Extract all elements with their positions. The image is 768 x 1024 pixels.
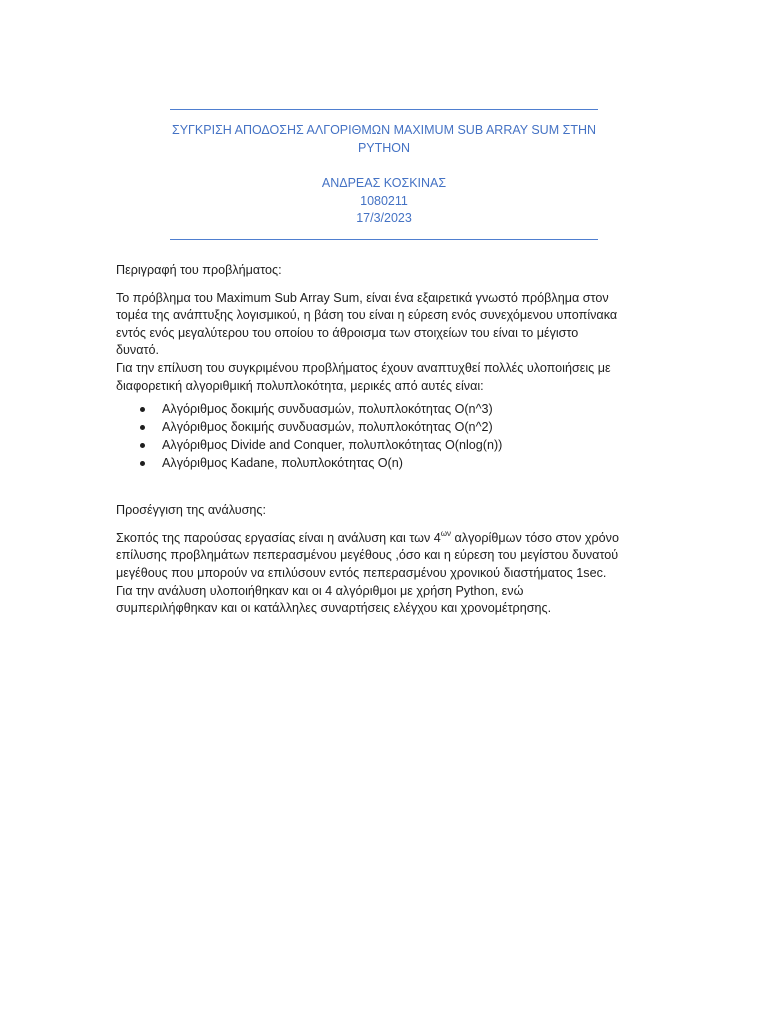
problem-line: τομέα της ανάπτυξης λογισμικού, η βάση του είναι η εύρεση ενός συνεχόμενου υποπίνακα: [116, 308, 618, 323]
approach-line-1-end: αλγορίθμων τόσο στον χρόνο: [451, 530, 619, 545]
bullet-icon: [140, 461, 145, 466]
problem-paragraph: [116, 290, 656, 396]
problem-line: εντός ενός μεγαλύτερου του οποίου το άθροισμα των στοιχείων του είναι το μέγιστο: [116, 325, 579, 340]
approach-line: συμπεριλήφθηκαν και οι κατάλληλες συναρτήσεις ελέγχου και χρονομέτρησης.: [116, 601, 552, 616]
approach-line-1-start: Σκοπός της παρούσας εργασίας είναι η ανάλυση και των 4: [116, 530, 441, 545]
superscript-ordinal: ων: [440, 528, 452, 538]
approach-line: επίλυσης προβλημάτων πεπερασμένου μεγέθους ,όσο και η εύρεση του μεγίστου δυνατού: [116, 548, 619, 563]
problem-line: Για την επίλυση του συγκριμένου προβλήματος έχουν αναπτυχθεί πολλές υλοποιήσεις με: [116, 360, 611, 375]
algorithm-label: Αλγόριθμος δοκιμής συνδυασμών, πολυπλοκότητας O(n^2): [162, 420, 493, 435]
approach-line: [116, 530, 656, 548]
document-body: [116, 262, 656, 624]
problem-line: διαφορετική αλγοριθμική πολυπλοκότητα, μερικές από αυτές είναι:: [116, 378, 484, 393]
title-top-rule: [170, 109, 598, 110]
student-id: 1080211: [360, 193, 408, 208]
bullet-icon: [140, 443, 145, 448]
title-block: [170, 122, 598, 228]
list-item: [116, 437, 656, 455]
bullet-icon: [140, 425, 145, 430]
approach-line: Για την ανάλυση υλοποιήθηκαν και οι 4 αλγόριθμοι με χρήση Python, ενώ: [116, 583, 524, 598]
algorithm-label: Αλγόριθμος δοκιμής συνδυασμών, πολυπλοκότητας O(n^3): [162, 402, 493, 417]
algorithm-list: [116, 401, 656, 473]
algorithm-label: Αλγόριθμος Kadane, πολυπλοκότητας O(n): [162, 456, 403, 471]
list-item: [116, 455, 656, 473]
title-line-1: ΣΥΓΚΡΙΣΗ ΑΠΟΔΟΣΗΣ ΑΛΓΟΡΙΘΜΩΝ MAXIMUM SUB ARRAY SUM ΣΤΗΝ: [171, 123, 597, 137]
approach-heading: Προσέγγιση της ανάλυσης:: [116, 503, 266, 518]
approach-line: μεγέθους που μπορούν να επιλύσουν εντός πεπερασμένου χρονικού διαστήματος 1sec.: [116, 565, 607, 580]
title-line-2: PYTHON: [357, 140, 411, 155]
problem-line: Το πρόβλημα του Maximum Sub Array Sum, είναι ένα εξαιρετικά γνωστό πρόβλημα στον: [116, 290, 609, 305]
document-date: 17/3/2023: [356, 211, 412, 225]
title-gap: [170, 157, 598, 175]
approach-paragraph: [116, 530, 656, 618]
title-bottom-rule: [170, 239, 598, 240]
list-item: [116, 419, 656, 437]
list-item: [116, 401, 656, 419]
author-name: ΑΝΔΡΕΑΣ ΚΟΣΚΙΝΑΣ: [321, 176, 447, 190]
problem-heading: Περιγραφή του προβλήματος:: [116, 263, 282, 277]
bullet-icon: [140, 407, 145, 412]
algorithm-label: Αλγόριθμος Divide and Conquer, πολυπλοκότητας O(nlog(n)): [162, 438, 503, 453]
problem-line: δυνατό.: [116, 343, 159, 358]
